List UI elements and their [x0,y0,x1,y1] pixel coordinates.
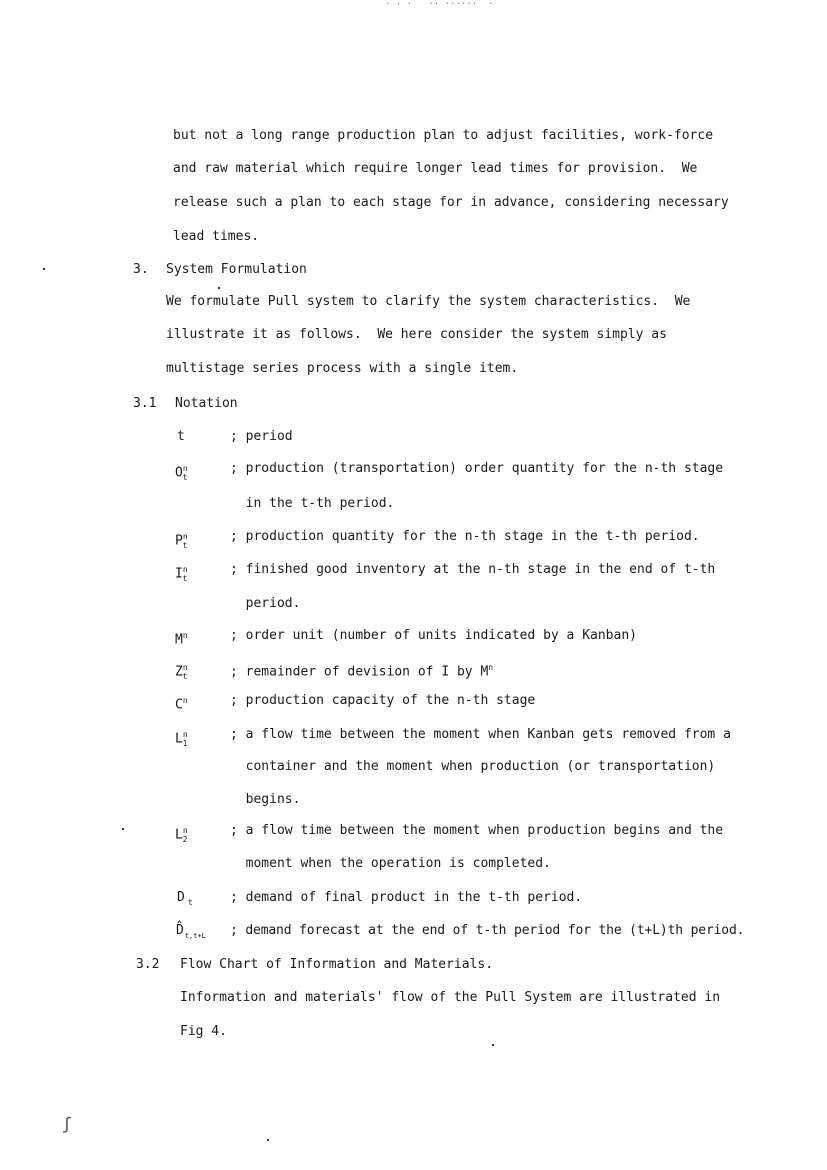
notation-symbol: D $_t$ [177,890,193,907]
section-31-title: Notation [175,396,238,411]
intro-line-2: and raw material which require longer lead times for provision. We [173,161,698,176]
notation-symbol: $O^n_t$ [175,464,188,482]
notation-definition-cont: begins. [230,792,301,807]
notation-definition-cont: in the t-th period. [230,496,395,511]
notation-symbol: $C^n$ [175,696,188,713]
notation-symbol: $P^n_t$ [175,532,188,550]
section-31-number: 3.1 [133,396,157,411]
scan-speck [122,828,124,830]
intro-line-1: but not a long range production plan to adjust facilities, work-force [173,128,714,143]
notation-definition: ; period [230,429,293,444]
notation-symbol: $L^n_2$ [175,826,188,844]
intro-line-4: lead times. [173,229,260,244]
notation-definition: ; remainder of devision of I by $M^n$ [230,663,494,680]
scan-speck [492,1044,494,1046]
section-32-title: Flow Chart of Information and Materials. [180,957,494,972]
notation-definition: ; finished good inventory at the n-th stage in the end of t-th [230,562,716,577]
section-3-line-1: We formulate Pull system to clarify the system characteristics. We [166,294,691,309]
margin-mark: ʃ [62,1114,72,1133]
notation-definition: ; production capacity of the n-th stage [230,693,536,708]
intro-line-3: release such a plan to each stage for in advance, considering necessary [173,195,729,210]
notation-definition-cont: moment when the operation is completed. [230,856,551,871]
notation-symbol: $L^n_1$ [175,730,188,748]
scan-speck [267,1139,269,1141]
notation-symbol: $D̂_{t,t+L}$ [176,923,206,940]
notation-definition: ; production (transportation) order quantity for the n-th stage [230,461,724,476]
section-32-line-2: Fig 4. [180,1024,227,1039]
scan-speck [218,287,220,289]
notation-definition-cont: period. [230,596,301,611]
header-marks: . . . .. ...... . [385,0,494,7]
section-32-line-1: Information and materials' flow of the Pull System are illustrated in [180,990,721,1005]
notation-definition: ; order unit (number of units indicated by a Kanban) [230,628,637,643]
notation-symbol: t [177,429,185,444]
notation-symbol: $I^n_t$ [175,565,188,583]
section-32-number: 3.2 [136,957,160,972]
section-3-title: System Formulation [166,262,307,277]
notation-definition-cont: container and the moment when production (or transportation) [230,759,716,774]
scan-speck [43,268,45,270]
section-3-line-3: multistage series process with a single item. [166,361,519,376]
notation-definition: ; a flow time between the moment when production begins and the [230,823,724,838]
notation-definition: ; demand of final product in the t-th period. [230,890,583,905]
notation-symbol: $M^n$ [175,631,188,648]
notation-symbol: $Z^n_t$ [175,663,188,681]
notation-definition: ; production quantity for the n-th stage in the t-th period. [230,529,700,544]
notation-definition: ; a flow time between the moment when Kanban gets removed from a [230,727,731,742]
section-3-line-2: illustrate it as follows. We here consider the system simply as [166,327,667,342]
section-3-number: 3. [133,262,149,277]
notation-definition: ; demand forecast at the end of t-th period for the (t+L)th period. [230,923,745,938]
